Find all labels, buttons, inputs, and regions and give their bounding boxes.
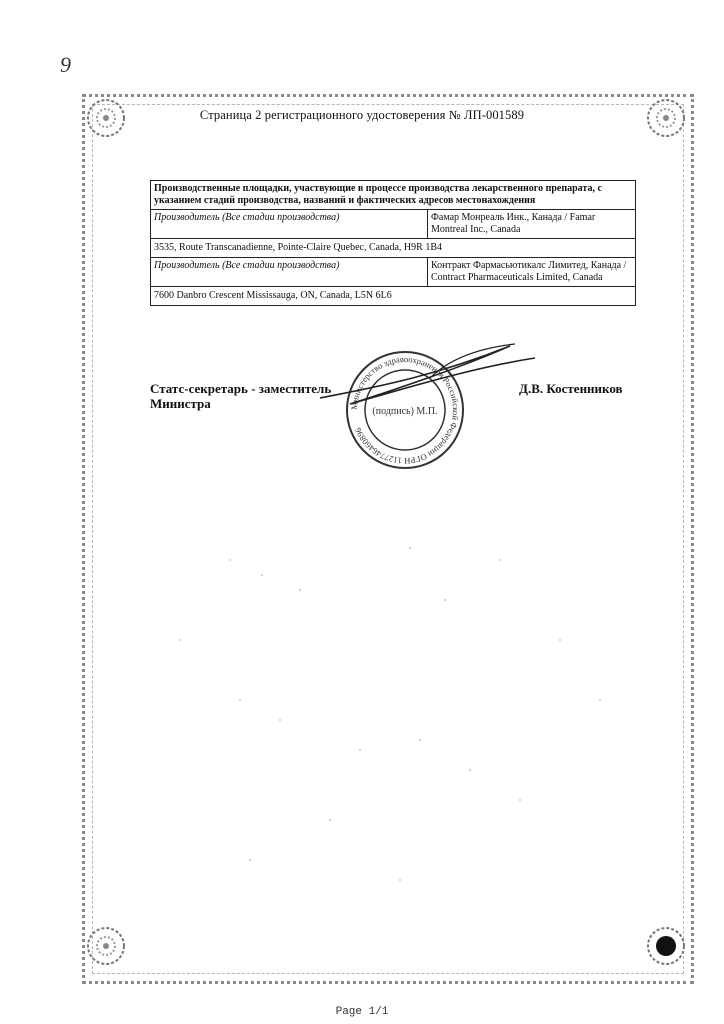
- table-heading: Производственные площадки, участвующие в процессе производства лекарственного препарата, с указанием стадий производства, названий и фактических адресов местонахождения: [151, 181, 636, 210]
- corner-ornament-icon: [640, 920, 692, 972]
- manufacturing-sites-table: [150, 180, 636, 306]
- page-header: Страница 2 регистрационного удостоверения № ЛП-001589: [199, 108, 525, 122]
- manufacturer-address: 3535, Route Transcanadienne, Pointe-Claire Quebec, Canada, H9R 1B4: [151, 239, 636, 258]
- table-row: [151, 239, 636, 258]
- manufacturer-role: Производитель (Все стадии производства): [151, 258, 428, 287]
- table-row: [151, 210, 636, 239]
- signer-name: Д.В. Костенников: [519, 381, 623, 396]
- manufacturer-company: Фамар Монреаль Инк., Канада / Famar Montreal Inc., Canada: [428, 210, 636, 239]
- signer-title: Статс-секретарь - заместитель Министра: [150, 381, 332, 411]
- seal-center-text: (подпись) М.П.: [372, 406, 438, 417]
- table-row: [151, 258, 636, 287]
- manufacturer-address: 7600 Danbro Crescent Mississauga, ON, Canada, L5N 6L6: [151, 287, 636, 306]
- page-number-mark: 9: [60, 52, 71, 77]
- table-row: [151, 287, 636, 306]
- manufacturer-role: Производитель (Все стадии производства): [151, 210, 428, 239]
- page-footer: Page 1/1: [335, 1006, 389, 1018]
- manufacturer-company: Контракт Фармасьютикалс Лимитед, Канада / Contract Pharmaceuticals Limited, Canada: [428, 258, 636, 287]
- corner-ornament-icon: [80, 920, 132, 972]
- seal-ring-text: Министерство здравоохранения Российской Федерации ОГРН 1127746460896: [348, 353, 462, 467]
